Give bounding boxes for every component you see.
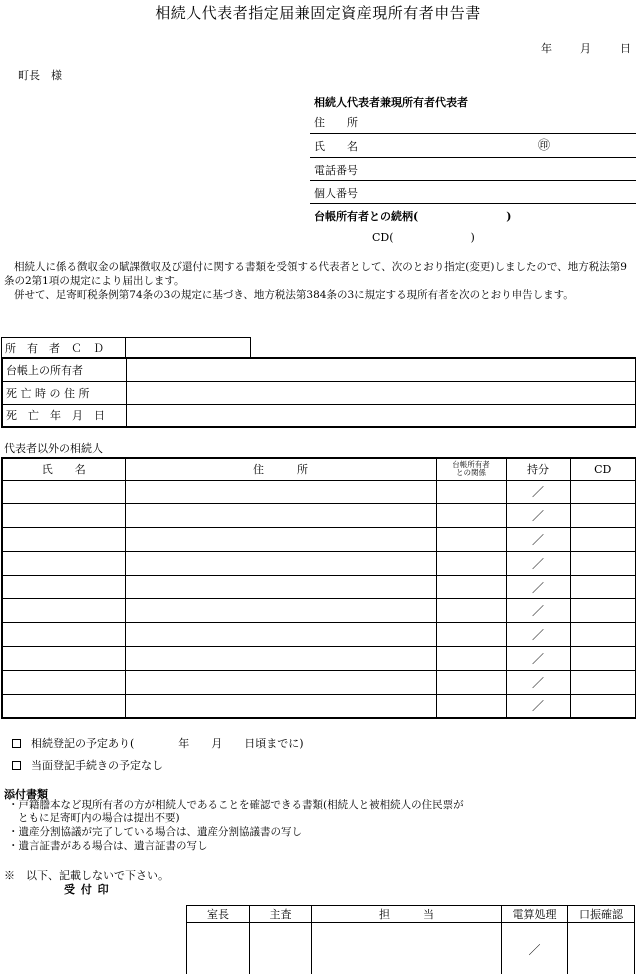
heir-name-cell[interactable] [2,504,125,528]
death-date-field[interactable] [126,404,636,427]
heirs-col-share: 持分 [506,458,570,480]
heirs-col-relation-line2: との関係 [456,468,486,478]
heirs-col-relation [436,458,506,480]
heir-name-cell[interactable] [2,575,125,599]
office-chief-cell[interactable] [187,923,250,974]
heir-share-cell[interactable]: ／ [506,623,570,647]
option-no-registration[interactable] [12,757,163,773]
heir-row [2,575,636,599]
office-note: ※ 以下、記載しないで下さい。 [4,869,169,882]
heir-row [2,480,636,504]
heir-cd-cell[interactable] [570,623,636,647]
attachment-item-1: ・戸籍謄本など現所有者の方が相続人であることを確認できる書類(相続人と被相続人の住民票が [8,799,464,811]
heir-relation-cell[interactable] [436,623,506,647]
office-supervisor-cell[interactable] [250,923,312,974]
heir-address-cell[interactable] [125,670,436,694]
heir-address-cell[interactable] [125,623,436,647]
reception-seal-label: 受 付 印 [64,883,110,896]
heir-row [2,623,636,647]
rep-mynumber-line [310,203,636,204]
office-table [186,905,635,974]
registered-owner-field[interactable] [126,358,636,381]
heir-name-cell[interactable] [2,551,125,575]
heir-row [2,528,636,552]
heirs-col-name: 氏 名 [2,458,125,480]
declaration-paragraph-1: 相続人に係る徴収金の賦課徴収及び還付に関する書類を受領する代表者として、次のとおり指定(変更)しましたので、地方税法第9条の2第1項の規定により届出します。 [4,261,627,287]
office-transfer-cell[interactable] [568,923,635,974]
heir-address-cell[interactable] [125,504,436,528]
heir-row [2,694,636,718]
heir-address-cell[interactable] [125,575,436,599]
heir-share-cell[interactable]: ／ [506,528,570,552]
checkbox-icon[interactable] [12,761,21,770]
heir-share-cell[interactable]: ／ [506,670,570,694]
heir-name-cell[interactable] [2,480,125,504]
heirs-section-label: 代表者以外の相続人 [4,442,103,455]
office-col-chief: 室長 [187,906,250,923]
death-address-field[interactable] [126,381,636,404]
heir-relation-cell[interactable] [436,551,506,575]
heirs-col-address: 住 所 [125,458,436,480]
heir-relation-cell[interactable] [436,599,506,623]
heir-row [2,599,636,623]
heirs-table [1,457,636,719]
heir-cd-cell[interactable] [570,599,636,623]
heirs-col-cd: CD [570,458,636,480]
heir-relation-cell[interactable] [436,694,506,718]
heir-row [2,647,636,671]
heir-relation-cell[interactable] [436,575,506,599]
rep-relation-label: 台帳所有者との続柄( ) [314,210,512,223]
rep-name-label: 氏 名 [314,140,358,153]
rep-phone-line [310,180,636,181]
rep-mynumber-label: 個人番号 [314,187,358,200]
heir-name-cell[interactable] [2,647,125,671]
attachments-heading: 添付書類 [4,788,48,801]
office-computer-cell[interactable]: ／ [502,923,568,974]
heir-address-cell[interactable] [125,647,436,671]
checkbox-icon[interactable] [12,739,21,748]
attachment-item-3: ・遺言証書がある場合は、遺言証書の写し [8,840,208,852]
owner-cd-field[interactable] [126,338,251,358]
date-day: 日 [620,42,631,55]
rep-address-line [310,133,636,134]
owner-info-table [1,357,636,428]
heir-address-cell[interactable] [125,528,436,552]
heir-relation-cell[interactable] [436,504,506,528]
owner-cd-label: 所 有 者 Ｃ Ｄ [2,338,126,358]
heir-cd-cell[interactable] [570,480,636,504]
heir-share-cell[interactable]: ／ [506,575,570,599]
heir-cd-cell[interactable] [570,575,636,599]
office-col-supervisor: 主査 [250,906,312,923]
attachment-item-2: ・遺産分割協議が完了している場合は、遺産分割協議書の写し [8,826,302,838]
date-month: 月 [580,42,591,55]
declaration-paragraph-2: 併せて、足寄町税条例第74条の3の規定に基づき、地方税法第384条の3に規定する現所有者を次のとおり申告します。 [14,289,574,301]
heir-name-cell[interactable] [2,694,125,718]
heir-name-cell[interactable] [2,670,125,694]
heir-cd-cell[interactable] [570,647,636,671]
heir-cd-cell[interactable] [570,551,636,575]
heirs-header-row [2,458,636,480]
heir-row [2,670,636,694]
heir-address-cell[interactable] [125,480,436,504]
rep-heading: 相続人代表者兼現所有者代表者 [314,96,468,109]
option-registration-planned[interactable] [12,735,304,751]
office-col-computer: 電算処理 [502,906,568,923]
heir-address-cell[interactable] [125,599,436,623]
rep-cd-label: CD( ) [372,231,475,244]
heir-share-cell[interactable]: ／ [506,480,570,504]
attachment-item-1-cont: ともに足寄町内の場合は提出不要) [18,812,180,824]
heir-relation-cell[interactable] [436,647,506,671]
heir-share-cell[interactable]: ／ [506,504,570,528]
heir-relation-cell[interactable] [436,528,506,552]
heir-share-cell[interactable]: ／ [506,647,570,671]
heir-name-cell[interactable] [2,623,125,647]
death-date-label: 死 亡 年 月 日 [2,404,126,427]
heir-address-cell[interactable] [125,694,436,718]
heir-cd-cell[interactable] [570,694,636,718]
option-no-registration-label: 当面登記手続きの予定なし [31,759,163,772]
option-registration-planned-label: 相続登記の予定あり( 年 月 日頃までに) [31,737,304,750]
heir-cd-cell[interactable] [570,504,636,528]
rep-address-label: 住 所 [314,116,358,129]
heir-share-cell[interactable]: ／ [506,551,570,575]
death-address-label: 死 亡 時 の 住 所 [2,381,126,404]
heir-name-cell[interactable] [2,528,125,552]
heir-relation-cell[interactable] [436,480,506,504]
addressee: 町長 様 [18,69,62,82]
owner-cd-table [1,337,251,358]
heir-address-cell[interactable] [125,551,436,575]
office-col-transfer: 口振確認 [568,906,635,923]
registered-owner-label: 台帳上の所有者 [2,358,126,381]
heir-row [2,504,636,528]
heir-relation-cell[interactable] [436,670,506,694]
heir-share-cell[interactable]: ／ [506,694,570,718]
heir-name-cell[interactable] [2,599,125,623]
rep-phone-label: 電話番号 [314,164,358,177]
heirs-col-relation-line1: 台帳所有者 [452,460,490,470]
heir-cd-cell[interactable] [570,670,636,694]
rep-name-line [310,157,636,158]
heir-share-cell[interactable]: ／ [506,599,570,623]
date-year: 年 [541,42,552,55]
heir-row [2,551,636,575]
page-title: 相続人代表者指定届兼固定資産現所有者申告書 [155,4,481,22]
seal-mark: ㊞ [538,138,551,152]
office-col-staff: 担 当 [312,906,502,923]
heir-cd-cell[interactable] [570,528,636,552]
office-staff-cell[interactable] [312,923,502,974]
